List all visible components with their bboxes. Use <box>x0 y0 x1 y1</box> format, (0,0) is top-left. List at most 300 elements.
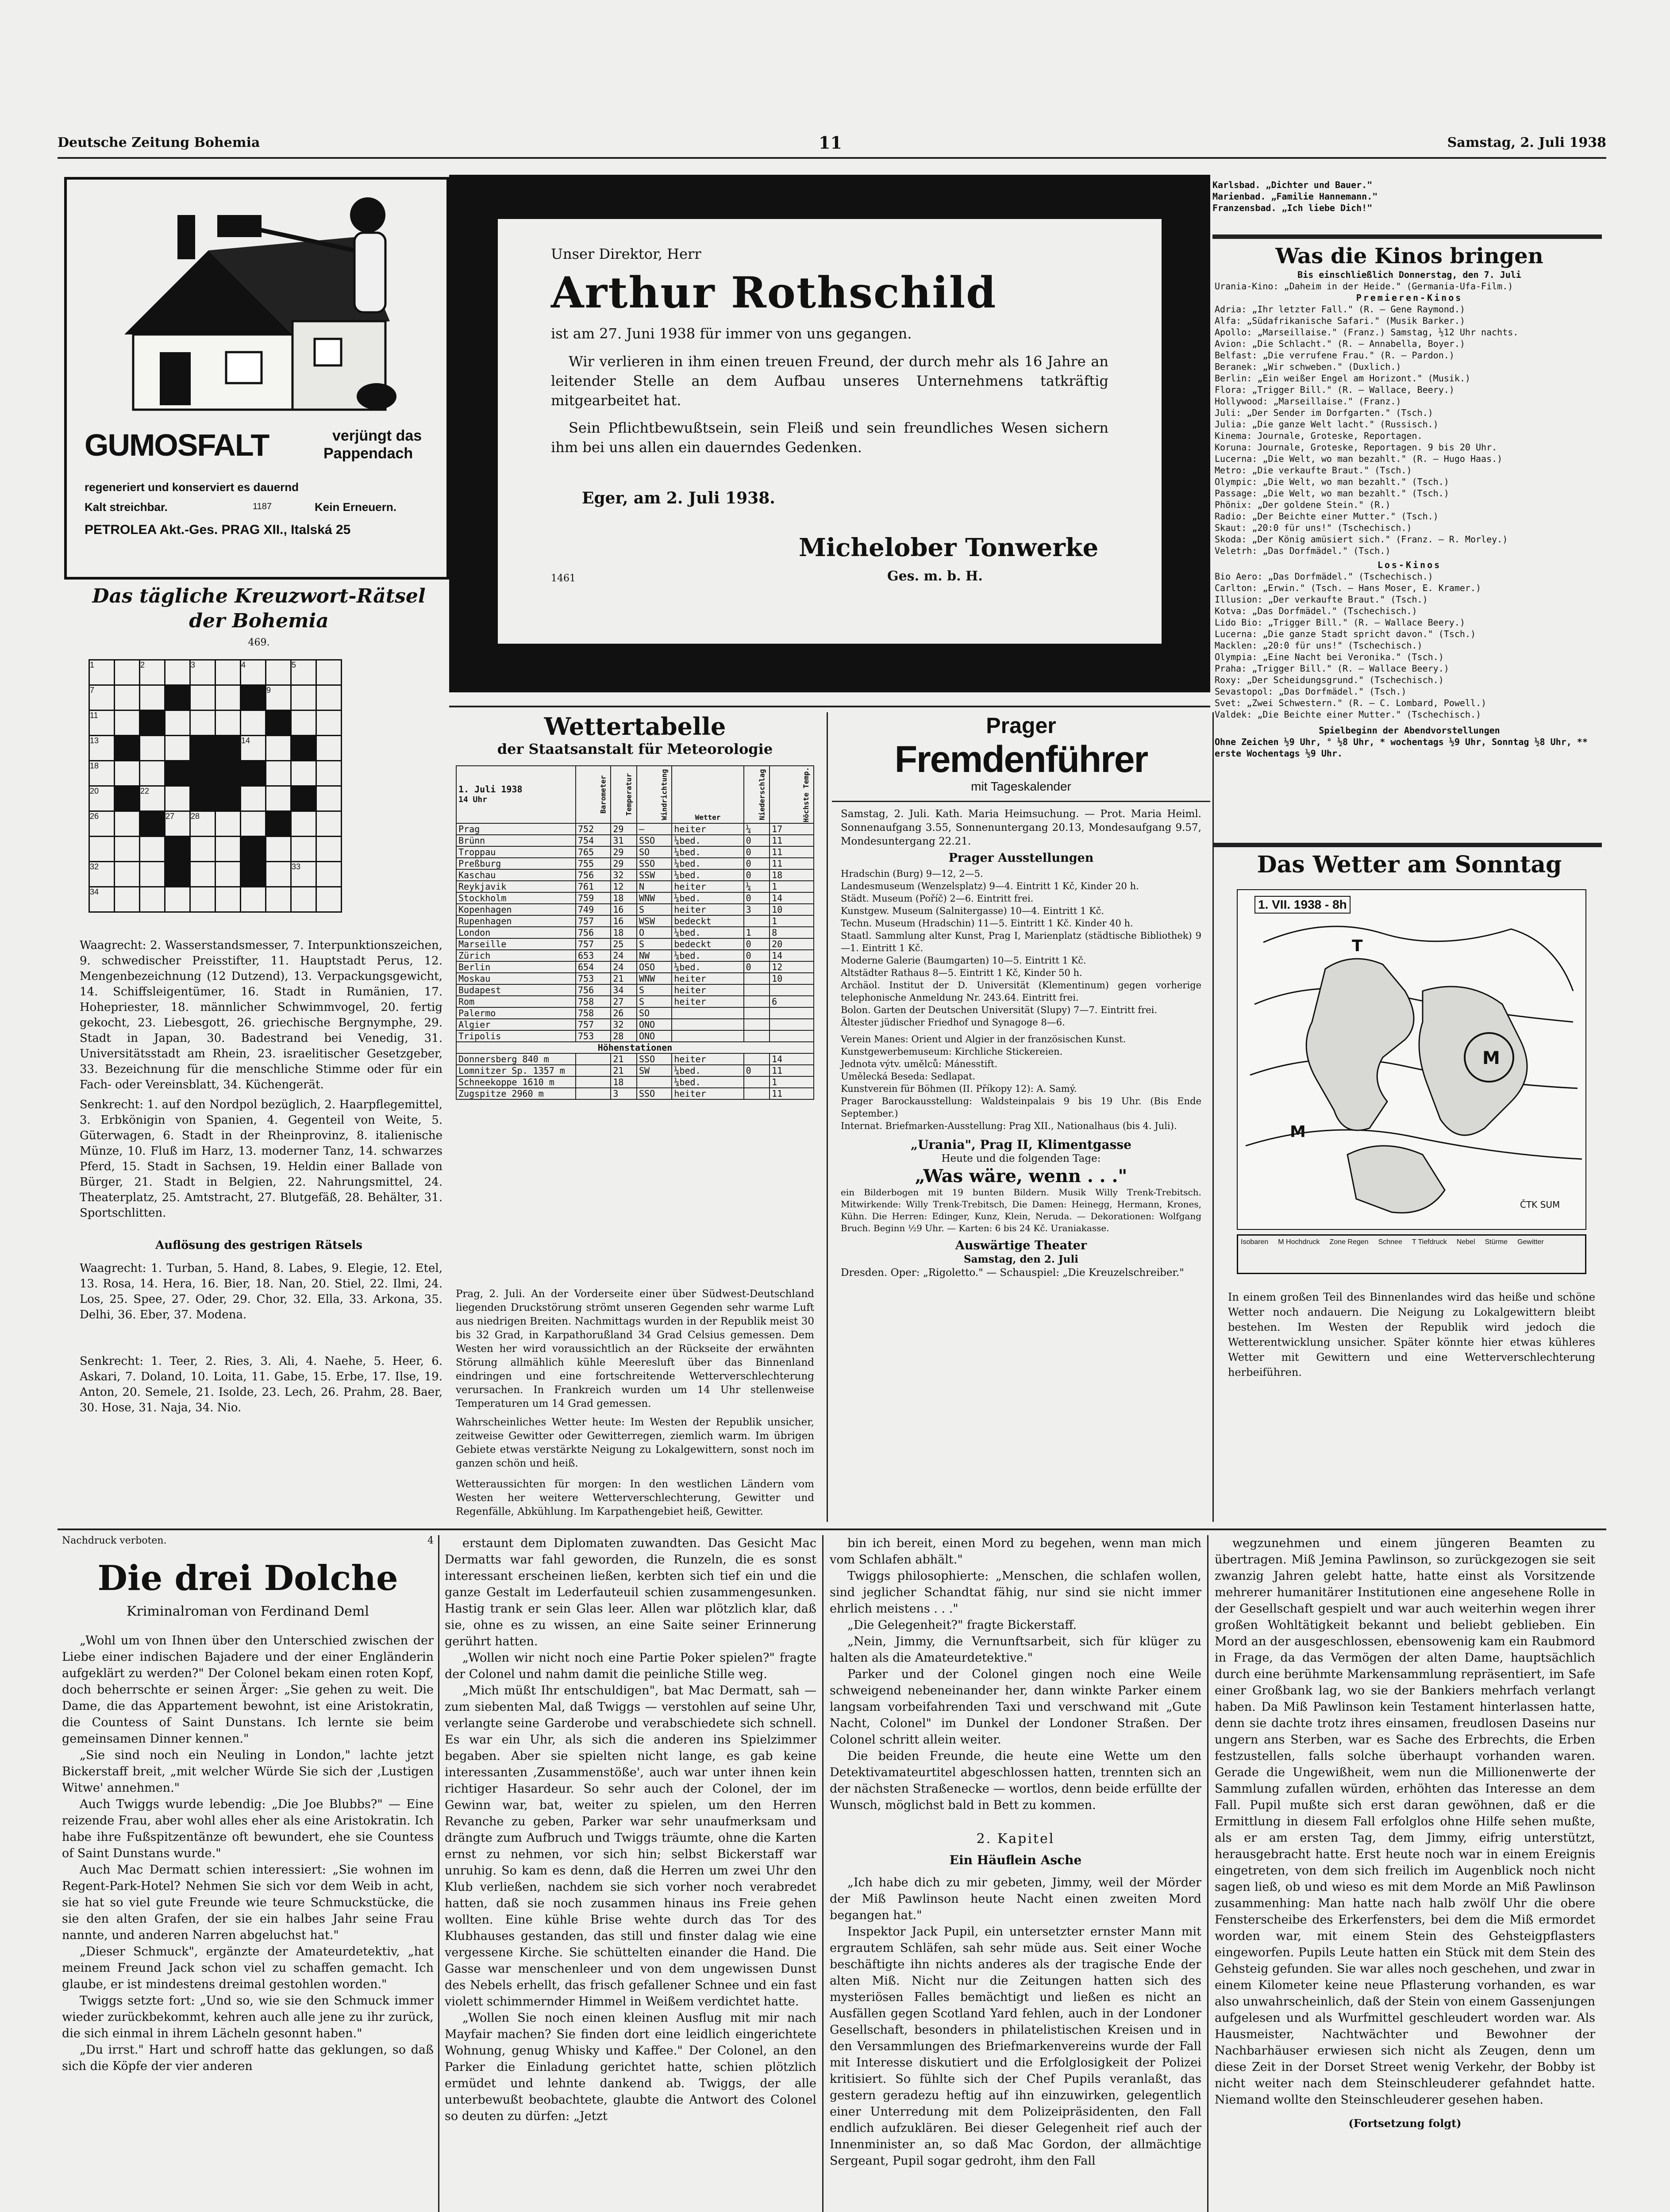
paragraph: Ältester jüdischer Friedhof und Synagoge 8—6. <box>841 1017 1065 1028</box>
cinema-top-line: Marienbad. „Familie Hannemann." <box>1212 191 1378 202</box>
weather-cell: 752 <box>576 823 611 835</box>
paragraph: Die beiden Freunde, die heute eine Wette um den Detektivamateurtitel abgeschlossen hatten, trennten sich an der nächsten Straßenecke — wortlos, denn beide erfüllte der Wunsch, möglichst bald in Bett zu kommen. <box>830 1749 1201 1812</box>
weather-cell: 654 <box>576 961 611 973</box>
crossword-waagrecht: Waagrecht: 2. Wasserstandsmesser, 7. Interpunktionszeichen, 9. schwedischer Preisstifter, 11. Hauptstadt Perus, 12. Mengenbezeichnung (12 Dutzend), 13. Verpackungsgewicht, 14. Schiffsleigentümer, 16. Stadt in Rumänien, 17. Hohepriester, 18. männlicher Schwimmvogel, 20. fertig gekocht, 23. Liebesgott, 26. griechische Bergnymphe, 29. Stadt in Japan, 30. Badestrand bei Venedig, 31. Universitätsstadt am Rhein, 23. israelitischer Gesetzgeber, 33. Bezeichnung für die menschliche Stimme oder für ein Fach- oder Vereinsblatt, 34. Küchengerät. <box>80 939 443 1091</box>
weather-cell: 14 <box>770 892 814 904</box>
weather-row <box>456 927 814 938</box>
crossword-cell: 26 <box>89 811 115 837</box>
weather-cell: 756 <box>576 927 611 938</box>
weather-cell: ¼ <box>744 823 770 835</box>
crossword-cell <box>241 710 266 736</box>
col-barometer: Barometer <box>576 766 611 823</box>
paragraph: Radio: „Der Beichte einer Mutter." (Tsch.) <box>1215 511 1439 522</box>
weather-cell: Preßburg <box>456 858 576 869</box>
fremdenfuehrer-body <box>841 807 1201 1280</box>
weather-cell: 0 <box>744 892 770 904</box>
crossword-cell <box>115 862 140 887</box>
weather-cell: heiter <box>672 823 743 835</box>
weather-row <box>456 1030 814 1042</box>
weather-cell <box>744 1053 770 1065</box>
crossword-cell <box>140 887 165 912</box>
weather-cell <box>744 996 770 1007</box>
weather-table <box>456 765 814 1100</box>
paragraph: Veletrh: „Das Dorfmädel." (Tsch.) <box>1215 545 1391 556</box>
novel-col-4 <box>1215 1535 1595 2212</box>
weather-cell: 749 <box>576 904 611 915</box>
crossword-cell <box>316 786 342 811</box>
paragraph: bin ich bereit, einen Mord zu begehen, wenn man mich vom Schlafen abhält." <box>830 1536 1201 1567</box>
weather-cell: 756 <box>576 984 611 996</box>
crossword-cell: 32 <box>89 862 115 887</box>
obituary-company: Michelober Tonwerke <box>799 533 1099 562</box>
weather-cell: 0 <box>744 846 770 858</box>
crossword-cell <box>215 761 241 786</box>
paragraph: Lido Bio: „Trigger Bill." (R. — Wallace Beery.) <box>1215 617 1465 628</box>
weather-cell <box>770 1030 814 1042</box>
weather-cell: 14 <box>770 1053 814 1065</box>
weather-cell: SSO <box>637 1053 672 1065</box>
weather-cell: ONO <box>637 1019 672 1030</box>
weather-cell: S <box>637 984 672 996</box>
weather-cell: ¼bed. <box>672 950 743 961</box>
crossword-cell: 5 <box>291 660 316 685</box>
weather-cell: heiter <box>672 904 743 915</box>
paragraph: Skaut: „20:0 für uns!" (Tschechisch.) <box>1215 522 1412 533</box>
paragraph: Auch Twiggs wurde lebendig: „Die Joe Blubbs?" — Eine reizende Frau, aber wohl alles eher als eine Aristokratin. Ich habe ihre Fußspitzentänze oft bewundert, ehe sie Countess of Saint Dunstans wurde." <box>62 1797 434 1860</box>
weather-cell: ¼bed. <box>672 892 743 904</box>
weather-cell: 757 <box>576 938 611 950</box>
weather-cell: 34 <box>611 984 637 996</box>
crossword-cell <box>215 710 241 736</box>
weather-cell <box>576 1065 611 1076</box>
weather-cell: SO <box>637 846 672 858</box>
crossword-cell: 13 <box>89 736 115 761</box>
weather-cell: Marseille <box>456 938 576 950</box>
obituary-para-2: Sein Pflichtbewußtsein, sein Fleiß und sein freundliches Wesen sichern ihm bei uns allen ein dauerndes Gedenken. <box>551 419 1108 456</box>
weather-cell: 0 <box>744 835 770 846</box>
paragraph: Flora: „Trigger Bill." (R. — Wallace, Beery.) <box>1215 384 1455 395</box>
obituary-company-sub: Ges. m. b. H. <box>887 568 983 584</box>
crossword-cell <box>190 736 215 761</box>
crossword-solution-title: Auflösung des gestrigen Rätsels <box>155 1239 362 1252</box>
paragraph: Sevastopol: „Das Dorfmädel." (Tsch.) <box>1215 686 1407 697</box>
paragraph: Städt. Museum (Poříč) 2—6. Eintritt frei. <box>841 893 1034 904</box>
crossword-cell <box>115 710 140 736</box>
cinema-top-line: Franzensbad. „Ich liebe Dich!" <box>1212 203 1373 213</box>
weather-cell: 0 <box>744 950 770 961</box>
weather-cell <box>576 1088 611 1099</box>
crossword-cell <box>291 710 316 736</box>
paragraph: Juli: „Der Sender im Dorfgarten." (Tsch.) <box>1215 407 1433 418</box>
weather-row <box>456 1088 814 1099</box>
novel-col-4-text <box>1215 1535 1595 2108</box>
kinos-section <box>1215 243 1604 845</box>
svg-text:ČTK SUM: ČTK SUM <box>1520 1199 1560 1210</box>
gumosfalt-brand: GUMOSFALT <box>85 428 269 462</box>
weather-cell: 753 <box>576 973 611 984</box>
crossword-cell <box>115 887 140 912</box>
lower-rule <box>58 1528 1606 1530</box>
paragraph: Internat. Briefmarken-Ausstellung: Prag XII., Nationalhaus (bis 4. Juli). <box>841 1121 1177 1131</box>
paragraph: Twiggs setzte fort: „Und so, wie sie den Schmuck immer wieder zurückbekommt, kehren auch alle jene zu ihr zurück, die sich einmal in ihrem Lächeln gesonnt haben." <box>62 1994 434 2040</box>
novel-col-2 <box>445 1535 816 2212</box>
paragraph: Bio Aero: „Das Dorfmädel." (Tschechisch.) <box>1215 571 1433 582</box>
weather-cell: Kaschau <box>456 869 576 881</box>
weather-cell: 18 <box>611 892 637 904</box>
crossword-cell <box>241 811 266 837</box>
crossword-cell: 27 <box>165 811 190 837</box>
weather-cell: ¼bed. <box>672 961 743 973</box>
weather-cell: Prag <box>456 823 576 835</box>
weather-cell: 21 <box>611 1065 637 1076</box>
novel-col-1 <box>62 1535 434 2212</box>
weather-row <box>456 1065 814 1076</box>
weather-cell: SSO <box>637 858 672 869</box>
weather-cell: 16 <box>611 915 637 927</box>
cinema-top <box>1212 179 1602 228</box>
crossword-cell <box>291 761 316 786</box>
weather-cell: WNW <box>637 973 672 984</box>
paragraph: Kunstgew. Museum (Salnitergasse) 10—4. Eintritt 1 Kč. <box>841 906 1104 916</box>
weather-cell: 14 <box>770 950 814 961</box>
weather-table-text-2: Wahrscheinliches Wetter heute: Im Westen der Republik unsicher, zeitweise Gewitter oder Gewitterregen, ziemlich warm. Im übrigen Gebiete etwas verstärkte Neigung zu Lokalgewittern, sonst noch im ganzen schön und heiß. <box>456 1417 814 1469</box>
crossword-cell: 33 <box>291 862 316 887</box>
paragraph: „Sie sind noch ein Neuling in London," lachte jetzt Bickerstaff breit, „mit welcher Würde Sie sich der ‚Lustigen Witwe' annehmen." <box>62 1748 434 1795</box>
paragraph: Hollywood: „Marseillaise." (Franz.) <box>1215 396 1401 407</box>
paragraph: Metro: „Die verkaufte Braut." (Tsch.) <box>1215 465 1412 476</box>
weather-cell: O <box>637 927 672 938</box>
crossword-cell: 9 <box>266 685 291 710</box>
paragraph: Belfast: „Die verrufene Frau." (R. — Pardon.) <box>1215 350 1455 361</box>
paragraph: Prager Barockausstellung: Waldsteinpalais 9 bis 19 Uhr. (Bis Ende September.) <box>841 1096 1201 1119</box>
fremdenfuehrer-title-1: Prager <box>986 713 1056 738</box>
weather-cell: — <box>637 823 672 835</box>
weather-row <box>456 915 814 927</box>
crossword-cell <box>266 887 291 912</box>
weather-cell: 758 <box>576 996 611 1007</box>
ff-urania-play: „Was wäre, wenn . . ." <box>915 1166 1127 1187</box>
crossword-cell <box>316 710 342 736</box>
crossword-title: Das tägliche Kreuzwort-Rätsel der Bohemia <box>92 585 426 632</box>
crossword-cell <box>215 685 241 710</box>
paragraph: Kinema: Journale, Groteske, Reportagen. <box>1215 430 1423 441</box>
gumosfalt-tagline-2: Pappendach <box>323 445 413 462</box>
weather-cell: bedeckt <box>672 938 743 950</box>
weather-cell <box>744 1088 770 1099</box>
weather-cell: 756 <box>576 869 611 881</box>
weather-cell <box>744 1007 770 1019</box>
weather-cell: WSW <box>637 915 672 927</box>
weather-cell <box>744 1019 770 1030</box>
weather-cell: S <box>637 904 672 915</box>
novel-fortsetzung: (Fortsetzung folgt) <box>1348 2117 1462 2130</box>
paragraph: Jednota výtv. umělců: Mánesstift. <box>841 1059 998 1069</box>
gumosfalt-code: 1187 <box>253 502 272 511</box>
paragraph: wegzunehmen und einem jüngeren Beamten zu übertragen. Miß Jemina Pawlinson, so zurückgezogen sie seit zwanzig Jahren gelebt hatte, hatte einst als Vorsitzende mehrerer humanitärer Institutionen eine angesehene Rolle in der Gesellschaft gespielt und war auch weiterhin wegen ihrer großen Wohltätigkeit bekannt und beliebt geblieben. Ein Mord an der ausgeschlossen, ebensowenig kam ein Raubmord in Frage, da das Vermögen der alten Dame, hauptsächlich durch eine berühmte Markensammlung repräsentiert, im Safe einer Großbank lag, wo sie der Bankiers mehrfach verlangt haben. Da Miß Pawlinson kein Testament hinterlassen hatte, denn sie dachte trotz ihres einsamen, freudlosen Daseins nur ungern ans Sterben, war es Sache des Erbrechts, die Erben festzustellen, falls solche überhaupt vorhanden waren. Gerade die Ungewißheit, wem nun die Millionenwerte der Sammlung zufallen würden, erhöhten das Interesse an dem Fall. Pupil mußte sich erst daran gewöhnen, daß er die Ermittlung in diesem Fall erfolglos ohne Hilfe sehen mußte, als er am ersten Tag, dem Jimmy, eifrig unterstützt, herausgebracht hatte. Erst heute noch war in einem Ereignis eingetreten, von dem sich freilich im Augenblick noch nicht sagen ließ, ob und wieso es mit dem Morde an Miß Pawlinson zusammenhing: Man hatte nach halb zwölf Uhr die obere Fensterscheibe des Erkerfensters, bei dem die Miß ermordet worden war, mit einem Stein des Gehsteigpflasters eingeworfen. Pupils Leute hatten ein Stück mit dem Stein des Gehsteig gefunden. Sie war alles noch geschehen, und zwar in einem Kilometer keine neue Pflasterung vorhanden, es war also unwahrscheinlich, daß der Stein von einem Gassenjungen aufgelesen und als Wurfmittel geschleudert worden war. Als Hausmeister, Nachtwächter und Bewohner der Nachbarhäuser erwiesen sich nicht als Zeugen, denn um diese Zeit in der Dorset Street wenig Verkehr, der Bobby ist nicht weiter nach dem Steinschleuderer gefahndet hatte. Niemand wollte den Steinschleuderer gesehen haben. <box>1215 1536 1596 2107</box>
ff-rule <box>832 801 1210 802</box>
gumosfalt-line-2-left: Kalt streichbar. <box>85 500 168 514</box>
paragraph: Landesmuseum (Wenzelsplatz) 9—4. Eintritt 1 Kč, Kinder 20 h. <box>841 881 1139 891</box>
ff-ausstellungen-list <box>841 868 1201 1029</box>
paragraph: Illusion: „Der verkaufte Braut." (Tsch.) <box>1215 594 1428 605</box>
col-niederschlag: Niederschlag <box>744 766 770 823</box>
weather-row <box>456 1007 814 1019</box>
crossword-cell: 34 <box>89 887 115 912</box>
paragraph: Moderne Galerie (Baumgarten) 10—5. Eintritt 1 Kč. <box>841 955 1086 966</box>
ff-urania-desc: ein Bilderbogen mit 19 bunten Bildern. Musik Willy Trenk-Trebitsch. Mitwirkende: Willy Trenk-Trebitsch, Die Damen: Heinegg, Hermann, Krones, Kühn. Die Herren: Edinger, Kunz, Klein, Neruda. — Dekorationen: Wolfgang Bruch. Beginn ½9 Uhr. — Karten: 6 bis 24 Kč. Uraniakasse. <box>841 1187 1201 1233</box>
weather-cell: ¼bed. <box>672 927 743 938</box>
paragraph: „Nein, Jimmy, die Vernunftsarbeit, sich für klüger zu halten als die Amateurdetektive." <box>830 1635 1201 1665</box>
paragraph: „Ich habe dich zu mir gebeten, Jimmy, weil der Mörder der Miß Pawlinson heute Nacht einen zweiten Mord begangen hat." <box>830 1876 1201 1922</box>
weather-cell: 28 <box>611 1030 637 1042</box>
crossword-cell <box>316 837 342 862</box>
weather-cell: 759 <box>576 892 611 904</box>
legend-item: Stürme <box>1485 1238 1508 1246</box>
crossword-cell <box>266 761 291 786</box>
weather-cell: 754 <box>576 835 611 846</box>
crossword-cell <box>266 811 291 837</box>
weather-cell: 1 <box>744 927 770 938</box>
crossword-cell <box>316 811 342 837</box>
fremdenfuehrer-title-2: Fremdenführer <box>894 738 1148 780</box>
weather-cell: Schneekoppe 1610 m <box>456 1076 576 1088</box>
weather-cell: 29 <box>611 846 637 858</box>
paragraph: Praha: „Trigger Bill." (R. — Wallace Beery.) <box>1215 663 1449 674</box>
crossword-cell <box>316 736 342 761</box>
weather-cell: Tripolis <box>456 1030 576 1042</box>
kinos-title: Was die Kinos bringen <box>1275 244 1543 269</box>
crossword-cell: 7 <box>89 685 115 710</box>
crossword-cell <box>115 660 140 685</box>
crossword-cell: 28 <box>190 811 215 837</box>
crossword-cell <box>165 710 190 736</box>
crossword-cell: 20 <box>89 786 115 811</box>
weather-cell: Rupenhagen <box>456 915 576 927</box>
weather-cell: 27 <box>611 996 637 1007</box>
novel-subtitle: Kriminalroman von Ferdinand Deml <box>127 1604 369 1619</box>
crossword-cell <box>215 837 241 862</box>
paragraph: Parker und der Colonel gingen noch eine Weile schweigend nebeneinander her, dann winkte Parker einem langsam vorbeifahrenden Taxi und verschwand mit „Gute Nacht, Colonel" im Dunkel der Londoner Straßen. Der Colonel schritt allein weiter. <box>830 1667 1201 1747</box>
weather-cell: Brünn <box>456 835 576 846</box>
paragraph: Beranek: „Wir schweben." (Duxlich.) <box>1215 361 1401 372</box>
crossword-cell <box>316 862 342 887</box>
crossword-cell <box>241 837 266 862</box>
weather-table-title: Wettertabelle <box>544 712 726 741</box>
weather-cell: ¼bed. <box>672 1065 743 1076</box>
weather-cell: heiter <box>672 984 743 996</box>
weather-row <box>456 961 814 973</box>
weather-cell: OSO <box>637 961 672 973</box>
paragraph: „Mich müßt Ihr entschuldigen", bat Mac Dermatt, sah — zum siebenten Mal, daß Twiggs — verstohlen auf seine Uhr, verlangte seine Garderobe und verabschiedete sich schnell. Es war ein Uhr, als sich die anderen ins Spielzimmer begaben. Aber sie spielten nicht lange, es gab keine interessanten ‚Zusammenstöße', auch war unter ihnen kein richtiger Hasardeur. So sehr auch der Colonel, der im Gewinn war, bat, weiter zu spielen, um den Herren Revanche zu geben, Parker war sehr unaufmerksam und drängte zum Aufbruch und Twiggs träumte, ohne die Karten ernst zu nehmen, vor sich hin; selbst Bickerstaff war unruhig. So kam es denn, daß die Herren um zwei Uhr den Klub verließen, nachdem sie sich vorher noch verabredet hatten, daß sie noch zusammen hinaus ins Freie gehen wollten. Eine kühle Brise wehte durch das Tor des Klubhauses gestanden, das still und finster dalag wie eine vergessene Kirche. Sie schüttelten einander die Hand. Die Gasse war menschenleer und von dem ungewissen Dunst des Nebels erhellt, das frisch gefallener Schnee und ein fast violett schimmernder Himmel in Weißem verdichtet hatte. <box>445 1684 816 2008</box>
gumosfalt-line-3: PETROLEA Akt.-Ges. PRAG XII., Italská 25 <box>85 522 351 537</box>
fremdenfuehrer-section <box>832 712 1210 1522</box>
weather-cell: S <box>637 938 672 950</box>
weather-row <box>456 846 814 858</box>
weather-legend <box>1237 1234 1586 1274</box>
weather-cell <box>770 1019 814 1030</box>
crossword-cell <box>140 761 165 786</box>
legend-item: Gewitter <box>1517 1238 1544 1246</box>
ad-gumosfalt <box>64 177 449 580</box>
weather-row <box>456 950 814 961</box>
paragraph: erstaunt dem Diplomaten zuwandten. Das Gesicht Mac Dermatts war fahl geworden, die Runzeln, die es sonst interessant erscheinen ließen, kerbten sich tief ein und die ganze Gestalt im Lederfauteuil schien zusammengesunken. Hastig trank er sein Glas leer. Allen war plötzlich klar, daß sie, ohne es zu wissen, an eine Saite seiner Erinnerung gerührt hatten. <box>445 1536 816 1648</box>
weather-cell: 21 <box>611 973 637 984</box>
weather-cell: heiter <box>672 1053 743 1065</box>
crossword-cell <box>241 862 266 887</box>
weather-cell: NW <box>637 950 672 961</box>
crossword-cell <box>115 685 140 710</box>
weather-cell: 21 <box>611 1053 637 1065</box>
weather-cell: Moskau <box>456 973 576 984</box>
crossword-cell <box>291 736 316 761</box>
weather-cell <box>672 1019 743 1030</box>
kinos-top-rule <box>1212 234 1602 239</box>
kinos-footer-title: Spielbeginn der Abendvorstellungen <box>1319 725 1500 736</box>
weather-cell: 3 <box>611 1088 637 1099</box>
weather-cell: 11 <box>770 1065 814 1076</box>
crossword-cell <box>215 862 241 887</box>
crossword-cell <box>291 786 316 811</box>
col-temperatur: Temperatur <box>611 766 637 823</box>
svg-text:M: M <box>1290 1123 1306 1141</box>
crossword-cell: 1 <box>89 660 115 685</box>
obituary-code: 1461 <box>551 573 576 584</box>
weather-cell: 11 <box>770 846 814 858</box>
weather-cell <box>637 1076 672 1088</box>
obituary-place-date: Eger, am 2. Juli 1938. <box>582 489 775 507</box>
fremdenfuehrer-subtitle: mit Tageskalender <box>971 780 1071 793</box>
crossword-solution-waagrecht: Waagrecht: 1. Turban, 5. Hand, 8. Labes, 9. Elegie, 12. Etel, 13. Rosa, 14. Hera, 16. Bier, 18. Nan, 20. Stiel, 22. Ilmi, 24. Los, 25. Spee, 27. Oder, 29. Chor, 32. Ella, 33. Arkona, 35. Delhi, 36. Eber, 37. Modena. <box>80 1262 443 1321</box>
weather-cell: 0 <box>744 961 770 973</box>
weather-cell: SSO <box>637 835 672 846</box>
weather-cell <box>744 984 770 996</box>
ff-intro: Samstag, 2. Juli. Kath. Maria Heimsuchung. — Prot. Maria Heiml. Sonnenaufgang 3.55, Sonnenuntergang 20.13, Mondesaufgang 9.57, Mondesuntergang 22.21. <box>841 808 1201 847</box>
paragraph: Umělecká Beseda: Sedlapat. <box>841 1071 976 1082</box>
ff-theater-text: Dresden. Oper: „Rigoletto." — Schauspiel: „Die Kreuzelschreiber." <box>841 1267 1184 1279</box>
paragraph: Kunstverein für Böhmen (II. Příkopy 12): A. Samý. <box>841 1083 1077 1094</box>
crossword-cell <box>316 685 342 710</box>
crossword-cell <box>266 710 291 736</box>
weather-map <box>1237 889 1586 1230</box>
crossword-cell <box>140 685 165 710</box>
weather-cell: 18 <box>770 869 814 881</box>
weather-cell: 25 <box>611 938 637 950</box>
weather-cell: Zugspitze 2960 m <box>456 1088 576 1099</box>
weather-row <box>456 1019 814 1030</box>
crossword-cell <box>266 862 291 887</box>
cinema-top-line: Karlsbad. „Dichter und Bauer." <box>1212 180 1373 190</box>
crossword-cell <box>291 811 316 837</box>
crossword-cell <box>165 862 190 887</box>
paragraph: Lucerna: „Die Welt, wo man bezahlt." (R. — Hugo Haas.) <box>1215 453 1503 464</box>
legend-item: M Hochdruck <box>1278 1238 1320 1246</box>
crossword-cell: 22 <box>140 786 165 811</box>
crossword-cell <box>165 837 190 862</box>
crossword-solution-senkrecht: Senkrecht: 1. Teer, 2. Ries, 3. Ali, 4. Naehe, 5. Heer, 6. Askari, 7. Doland, 10. Loita, 11. Gabe, 15. Erbe, 17. Ilse, 19. Anton, 20. Semele, 21. Isolde, 23. Lech, 26. Prahm, 28. Baer, 30. Hose, 31. Naja, 34. Nio. <box>80 1355 443 1414</box>
paragraph: Olympic: „Die Welt, wo man bezahlt." (Tsch.) <box>1215 476 1449 487</box>
weather-cell: Algier <box>456 1019 576 1030</box>
weather-cell: ¼bed. <box>672 846 743 858</box>
ff-urania-title: „Urania", Prag II, Klimentgasse <box>910 1137 1131 1152</box>
crossword-cell <box>165 786 190 811</box>
gumosfalt-line-2-right: Kein Erneuern. <box>315 500 396 514</box>
crossword-cell <box>140 811 165 837</box>
paragraph: Alfa: „Südafrikanische Safari." (Musik Barker.) <box>1215 315 1465 326</box>
weather-cell: ¼bed. <box>672 869 743 881</box>
weather-cell: 3 <box>744 904 770 915</box>
crossword-cell <box>190 710 215 736</box>
weather-cell <box>672 1007 743 1019</box>
obituary-para-1: Wir verlieren in ihm einen treuen Freund, der durch mehr als 16 Jahre an leitender Stelle an dem Aufbau unseres Unternehmens tatkräftig mitgearbeitet hat. <box>551 353 1108 409</box>
crossword-cell <box>115 761 140 786</box>
weather-cell: heiter <box>672 996 743 1007</box>
weather-cell: 20 <box>770 938 814 950</box>
paragraph: Twiggs philosophierte: „Menschen, die schlafen wollen, sind jeglicher Schandtat fähig, nur sind sie nicht immer ehrlich meistens . . ." <box>830 1569 1201 1616</box>
svg-text:T: T <box>1352 937 1363 955</box>
weather-cell: Budapest <box>456 984 576 996</box>
crossword-cell <box>115 837 140 862</box>
paragraph: „Dieser Schmuck", ergänzte der Amateurdetektiv, „hat meinem Freund Jack schon viel zu schaffen gemacht. Ich glaube, er ist mindestens dreimal gestohlen worden." <box>62 1945 434 1991</box>
crossword-section <box>62 584 456 1509</box>
novel-title: Die drei Dolche <box>97 1558 398 1598</box>
weather-cell: SW <box>637 1065 672 1076</box>
crossword-cell <box>215 811 241 837</box>
crossword-cell <box>215 887 241 912</box>
crossword-cell <box>241 761 266 786</box>
weather-row <box>456 938 814 950</box>
paragraph: Bolon. Garten der Deutschen Universität (Slupy) 7—7. Eintritt frei. <box>841 1005 1158 1015</box>
crossword-cell <box>241 786 266 811</box>
weather-row <box>456 984 814 996</box>
ff-theater-sub: Samstag, den 2. Juli <box>964 1253 1078 1265</box>
weather-map-date: 1. VII. 1938 - 8h <box>1254 896 1351 914</box>
paragraph: Avion: „Die Schlacht." (R. — Annabella, Boyer.) <box>1215 338 1465 349</box>
weather-cell: 24 <box>611 950 637 961</box>
weather-cell: Palermo <box>456 1007 576 1019</box>
weather-table-time-head: 14 Uhr <box>458 795 488 804</box>
paragraph: Hradschin (Burg) 9—12, 2—5. <box>841 868 983 879</box>
svg-text:M: M <box>1482 1048 1500 1068</box>
crossword-cell <box>215 786 241 811</box>
weather-table-date-head: 1. Juli 1938 <box>458 784 523 795</box>
novel-col-3-text-b <box>830 1874 1201 2169</box>
weather-cell: 0 <box>744 1065 770 1076</box>
paragraph: Valdek: „Die Beichte einer Mutter." (Tschechisch.) <box>1215 709 1481 720</box>
legend-item: Zone Regen <box>1329 1238 1369 1246</box>
crossword-cell <box>190 786 215 811</box>
page-date: Samstag, 2. Juli 1938 <box>1447 135 1606 150</box>
weather-cell: 18 <box>611 1076 637 1088</box>
crossword-cell <box>165 736 190 761</box>
weather-cell: S <box>637 996 672 1007</box>
gumosfalt-tagline-1: verjüngt das <box>332 427 422 444</box>
weather-cell <box>672 1030 743 1042</box>
premieren-list <box>1215 303 1604 557</box>
crossword-cell <box>241 887 266 912</box>
weather-cell: 11 <box>770 1088 814 1099</box>
paragraph: „Wollen Sie noch einen kleinen Ausflug mit mir nach Mayfair machen? Sie finden dort eine leidlich eingerichtete Wohnung, genug Whisky und Kaffee." Der Colonel, an den Parker die Einladung gerichtet hatte, schien plötzlich ermüdet und lehnte dankend ab. Twiggs, der alle unterbewußt beobachtete, glaubte die Antwort des Colonel so deuten zu dürfen: „Jetzt <box>445 2011 816 2123</box>
crossword-cell <box>89 837 115 862</box>
weather-cell: Donnersberg 840 m <box>456 1053 576 1065</box>
weather-cell: Berlin <box>456 961 576 973</box>
paragraph: Kotva: „Das Dorfmädel." (Tschechisch.) <box>1215 606 1417 616</box>
weather-cell: 8 <box>770 927 814 938</box>
weather-cell: 753 <box>576 1030 611 1042</box>
weather-row <box>456 823 814 835</box>
crossword-cell <box>241 685 266 710</box>
weather-cell: Zürich <box>456 950 576 961</box>
weather-cell: 757 <box>576 1019 611 1030</box>
